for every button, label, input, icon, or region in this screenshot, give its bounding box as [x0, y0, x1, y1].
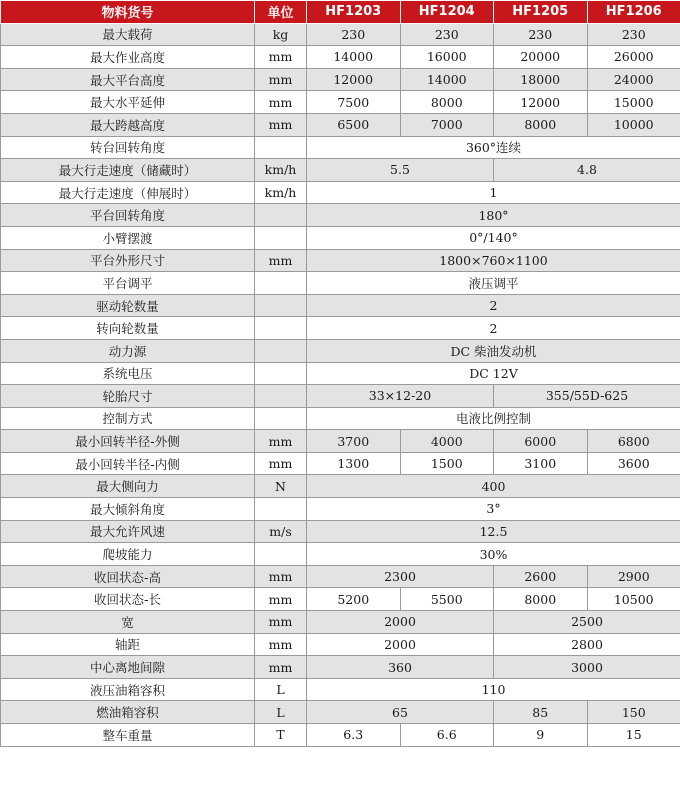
spec-value: 14000 [400, 68, 494, 91]
spec-name: 收回状态-长 [1, 588, 255, 611]
table-row [1, 204, 680, 227]
spec-name: 液压油箱容积 [1, 678, 255, 701]
spec-name: 宽 [1, 611, 255, 634]
spec-value: 2500 [494, 611, 680, 634]
spec-value: 230 [494, 23, 588, 46]
spec-name: 中心离地间隙 [1, 656, 255, 679]
spec-value: 3000 [494, 656, 680, 679]
spec-unit: T [255, 724, 307, 747]
spec-unit: mm [255, 656, 307, 679]
spec-value: 355/55D-625 [494, 385, 680, 408]
spec-value: 6.6 [400, 724, 494, 747]
spec-value: 液压调平 [307, 272, 680, 295]
spec-unit [255, 317, 307, 340]
header-model-hf1203: HF1203 [307, 1, 401, 24]
spec-value: 2 [307, 294, 680, 317]
table-row [1, 226, 680, 249]
spec-value: 14000 [307, 46, 401, 69]
spec-value: 2 [307, 317, 680, 340]
spec-value: 3700 [307, 430, 401, 453]
spec-name: 燃油箱容积 [1, 701, 255, 724]
spec-value: 2300 [307, 565, 494, 588]
spec-unit: mm [255, 633, 307, 656]
header-item: 物料货号 [1, 1, 255, 24]
spec-value: 360 [307, 656, 494, 679]
spec-value: 0°/140° [307, 226, 680, 249]
spec-name: 平台外形尺寸 [1, 249, 255, 272]
spec-value: 7500 [307, 91, 401, 114]
spec-table-body [1, 23, 680, 746]
spec-value: 5.5 [307, 159, 494, 182]
spec-value: 180° [307, 204, 680, 227]
spec-value: 85 [494, 701, 588, 724]
spec-unit: L [255, 678, 307, 701]
spec-value: 6000 [494, 430, 588, 453]
table-row [1, 362, 680, 385]
spec-unit: km/h [255, 159, 307, 182]
spec-table-header [1, 1, 680, 24]
spec-name: 最大行走速度（储藏时） [1, 159, 255, 182]
spec-value: 8000 [494, 588, 588, 611]
spec-unit [255, 226, 307, 249]
spec-value: 4.8 [494, 159, 680, 182]
table-row [1, 68, 680, 91]
table-row [1, 611, 680, 634]
spec-unit: mm [255, 68, 307, 91]
spec-unit [255, 339, 307, 362]
table-row [1, 385, 680, 408]
header-unit: 单位 [255, 1, 307, 24]
spec-unit [255, 543, 307, 566]
table-row [1, 407, 680, 430]
spec-unit: km/h [255, 181, 307, 204]
table-row [1, 724, 680, 747]
table-row [1, 181, 680, 204]
spec-name: 系统电压 [1, 362, 255, 385]
spec-value: 2900 [587, 565, 680, 588]
table-row [1, 498, 680, 521]
spec-value: 2800 [494, 633, 680, 656]
table-row [1, 633, 680, 656]
spec-value: 1800×760×1100 [307, 249, 680, 272]
spec-unit [255, 136, 307, 159]
table-row [1, 46, 680, 69]
spec-unit: mm [255, 565, 307, 588]
spec-value: 15000 [587, 91, 680, 114]
spec-value: 26000 [587, 46, 680, 69]
spec-name: 最大平台高度 [1, 68, 255, 91]
header-model-hf1204: HF1204 [400, 1, 494, 24]
table-row [1, 272, 680, 295]
spec-value: 7000 [400, 113, 494, 136]
spec-value: 1500 [400, 452, 494, 475]
spec-name: 最大水平延伸 [1, 91, 255, 114]
table-row [1, 520, 680, 543]
spec-unit: m/s [255, 520, 307, 543]
spec-name: 平台调平 [1, 272, 255, 295]
spec-name: 转台回转角度 [1, 136, 255, 159]
spec-value: 400 [307, 475, 680, 498]
spec-unit [255, 272, 307, 295]
spec-name: 整车重量 [1, 724, 255, 747]
spec-unit: kg [255, 23, 307, 46]
spec-value: 6500 [307, 113, 401, 136]
table-row [1, 701, 680, 724]
spec-value: 20000 [494, 46, 588, 69]
spec-value: DC 12V [307, 362, 680, 385]
table-row [1, 249, 680, 272]
spec-value: 18000 [494, 68, 588, 91]
table-row [1, 339, 680, 362]
spec-unit: mm [255, 91, 307, 114]
spec-unit: mm [255, 611, 307, 634]
spec-name: 爬坡能力 [1, 543, 255, 566]
spec-name: 轴距 [1, 633, 255, 656]
table-row [1, 565, 680, 588]
spec-value: 24000 [587, 68, 680, 91]
table-row [1, 588, 680, 611]
spec-value: 8000 [494, 113, 588, 136]
spec-value: 10000 [587, 113, 680, 136]
spec-name: 最大倾斜角度 [1, 498, 255, 521]
spec-name: 转向轮数量 [1, 317, 255, 340]
spec-value: 3° [307, 498, 680, 521]
spec-value: 230 [307, 23, 401, 46]
spec-unit [255, 498, 307, 521]
spec-unit: mm [255, 452, 307, 475]
table-row [1, 430, 680, 453]
spec-name: 最小回转半径-外侧 [1, 430, 255, 453]
table-row [1, 656, 680, 679]
spec-value: 3100 [494, 452, 588, 475]
spec-value: 1300 [307, 452, 401, 475]
table-row [1, 317, 680, 340]
spec-value: 230 [400, 23, 494, 46]
header-model-hf1206: HF1206 [587, 1, 680, 24]
spec-value: 110 [307, 678, 680, 701]
spec-name: 驱动轮数量 [1, 294, 255, 317]
spec-value: 6.3 [307, 724, 401, 747]
table-row [1, 113, 680, 136]
spec-value: 2000 [307, 611, 494, 634]
spec-unit [255, 204, 307, 227]
spec-name: 最大载荷 [1, 23, 255, 46]
spec-unit [255, 407, 307, 430]
spec-name: 收回状态-高 [1, 565, 255, 588]
table-row [1, 475, 680, 498]
spec-name: 最大允许风速 [1, 520, 255, 543]
spec-value: 10500 [587, 588, 680, 611]
spec-value: 360°连续 [307, 136, 680, 159]
spec-value: 1 [307, 181, 680, 204]
spec-name: 最小回转半径-内侧 [1, 452, 255, 475]
spec-name: 最大行走速度（伸展时） [1, 181, 255, 204]
spec-value: 5200 [307, 588, 401, 611]
spec-value: 15 [587, 724, 680, 747]
spec-value: 9 [494, 724, 588, 747]
spec-value: 5500 [400, 588, 494, 611]
spec-unit: mm [255, 588, 307, 611]
spec-value: 3600 [587, 452, 680, 475]
spec-value: 2000 [307, 633, 494, 656]
spec-value: 12.5 [307, 520, 680, 543]
table-row [1, 23, 680, 46]
table-row [1, 159, 680, 182]
spec-value: 电液比例控制 [307, 407, 680, 430]
spec-unit: L [255, 701, 307, 724]
table-row [1, 294, 680, 317]
spec-value: 30% [307, 543, 680, 566]
spec-value: 16000 [400, 46, 494, 69]
spec-unit: mm [255, 113, 307, 136]
spec-unit: N [255, 475, 307, 498]
table-row [1, 678, 680, 701]
header-row [1, 1, 680, 24]
spec-value: 4000 [400, 430, 494, 453]
table-row [1, 452, 680, 475]
spec-name: 最大侧向力 [1, 475, 255, 498]
spec-unit [255, 294, 307, 317]
spec-name: 轮胎尺寸 [1, 385, 255, 408]
header-model-hf1205: HF1205 [494, 1, 588, 24]
spec-unit: mm [255, 46, 307, 69]
spec-value: 8000 [400, 91, 494, 114]
spec-value: 150 [587, 701, 680, 724]
spec-value: 33×12-20 [307, 385, 494, 408]
spec-value: 2600 [494, 565, 588, 588]
spec-unit [255, 385, 307, 408]
spec-value: 12000 [494, 91, 588, 114]
spec-unit: mm [255, 249, 307, 272]
spec-value: 65 [307, 701, 494, 724]
spec-value: 12000 [307, 68, 401, 91]
spec-name: 最大作业高度 [1, 46, 255, 69]
spec-value: DC 柴油发动机 [307, 339, 680, 362]
spec-name: 小臂摆渡 [1, 226, 255, 249]
table-row [1, 91, 680, 114]
spec-name: 动力源 [1, 339, 255, 362]
spec-name: 控制方式 [1, 407, 255, 430]
table-row [1, 136, 680, 159]
spec-value: 230 [587, 23, 680, 46]
spec-value: 6800 [587, 430, 680, 453]
spec-name: 平台回转角度 [1, 204, 255, 227]
table-row [1, 543, 680, 566]
spec-unit [255, 362, 307, 385]
spec-unit: mm [255, 430, 307, 453]
spec-name: 最大跨越高度 [1, 113, 255, 136]
